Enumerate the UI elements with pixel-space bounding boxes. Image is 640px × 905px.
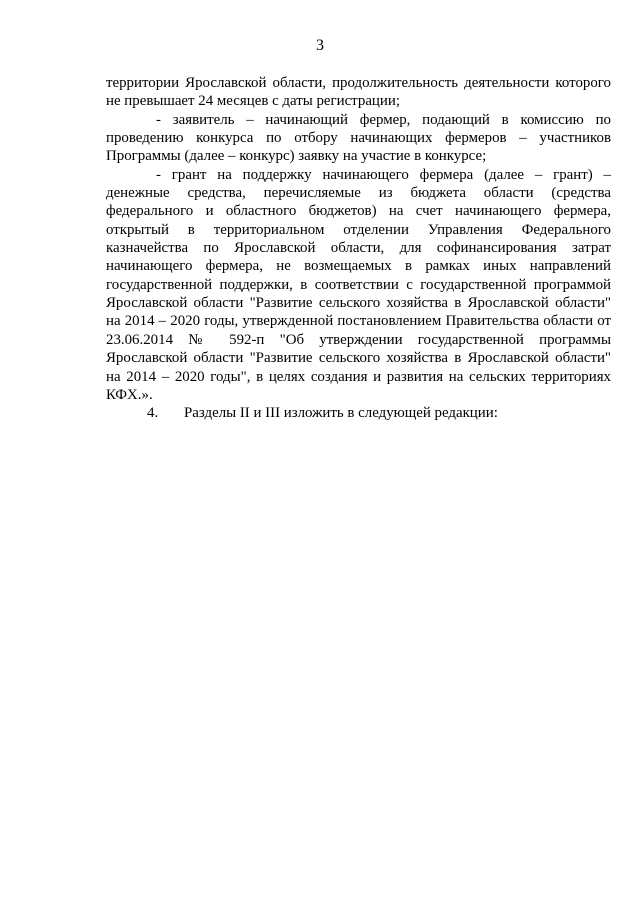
numbered-item [106,404,611,422]
paragraph-territory-definition: территории Ярославской области, продолжительность деятельности которого не превышает 24 месяцев с даты регистрации; [106,75,611,110]
document-body [106,74,611,423]
item-text: Разделы II и III изложить в следующей редакции: [184,405,498,422]
item-number: 4. [147,405,159,422]
paragraph-applicant-definition: - заявитель – начинающий фермер, подающий в комиссию по проведению конкурса по отбору начинающих фермеров – участников Программы (далее – конкурс) заявку на участие в конкурсе; [106,111,611,165]
page-number: 3 [316,37,324,54]
paragraph-grant-definition: - грант на поддержку начинающего фермера (далее – грант) – денежные средства, перечисляемые из бюджета области (средства федерального и областного бюджетов) на счет начинающего фермера, открытый в территориальном отделении Управления Федерального казначейства по Ярославской области, для софинансирования затрат начинающего фермера, не возмещаемых в рамках иных направлений государственной поддержки, в соответствии с государственной программой Ярославской области "Развитие сельского хозяйства в Ярославской области" на 2014 – 2020 годы, утвержденной постановлением Правительства области от 23.06.2014 № 592-п "Об утверждении государственной программы Ярославской области "Развитие сельского хозяйства в Ярославской области" на 2014 – 2020 годы", в целях создания и развития на сельских территориях КФХ.». [106,166,611,403]
